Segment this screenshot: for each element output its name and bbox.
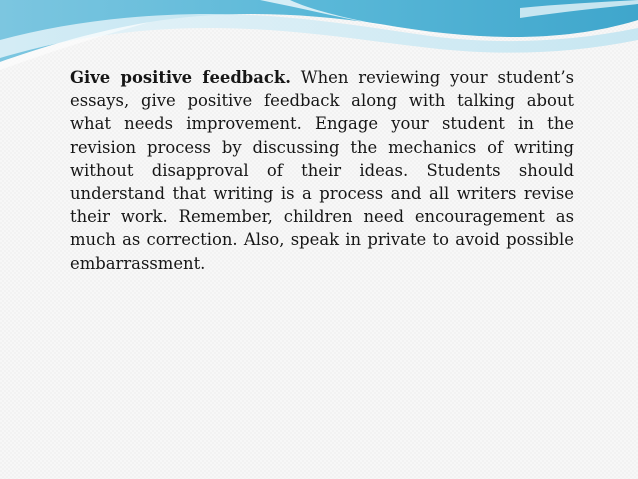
slide-lead-text: Give positive feedback. (70, 68, 291, 87)
slide-body-text: When reviewing your student’s essays, give positive feedback along with talking about what needs improvement. Engage your student in the revision process by discussing the mechanics of writing without disapproval of their ideas. Students should understand that writing is a process and all writers revise their work. Remember, children need encouragement as much as correction. Also, speak in private to avoid possible embarrassment. (70, 68, 574, 273)
slide-body-paragraph (70, 66, 574, 275)
